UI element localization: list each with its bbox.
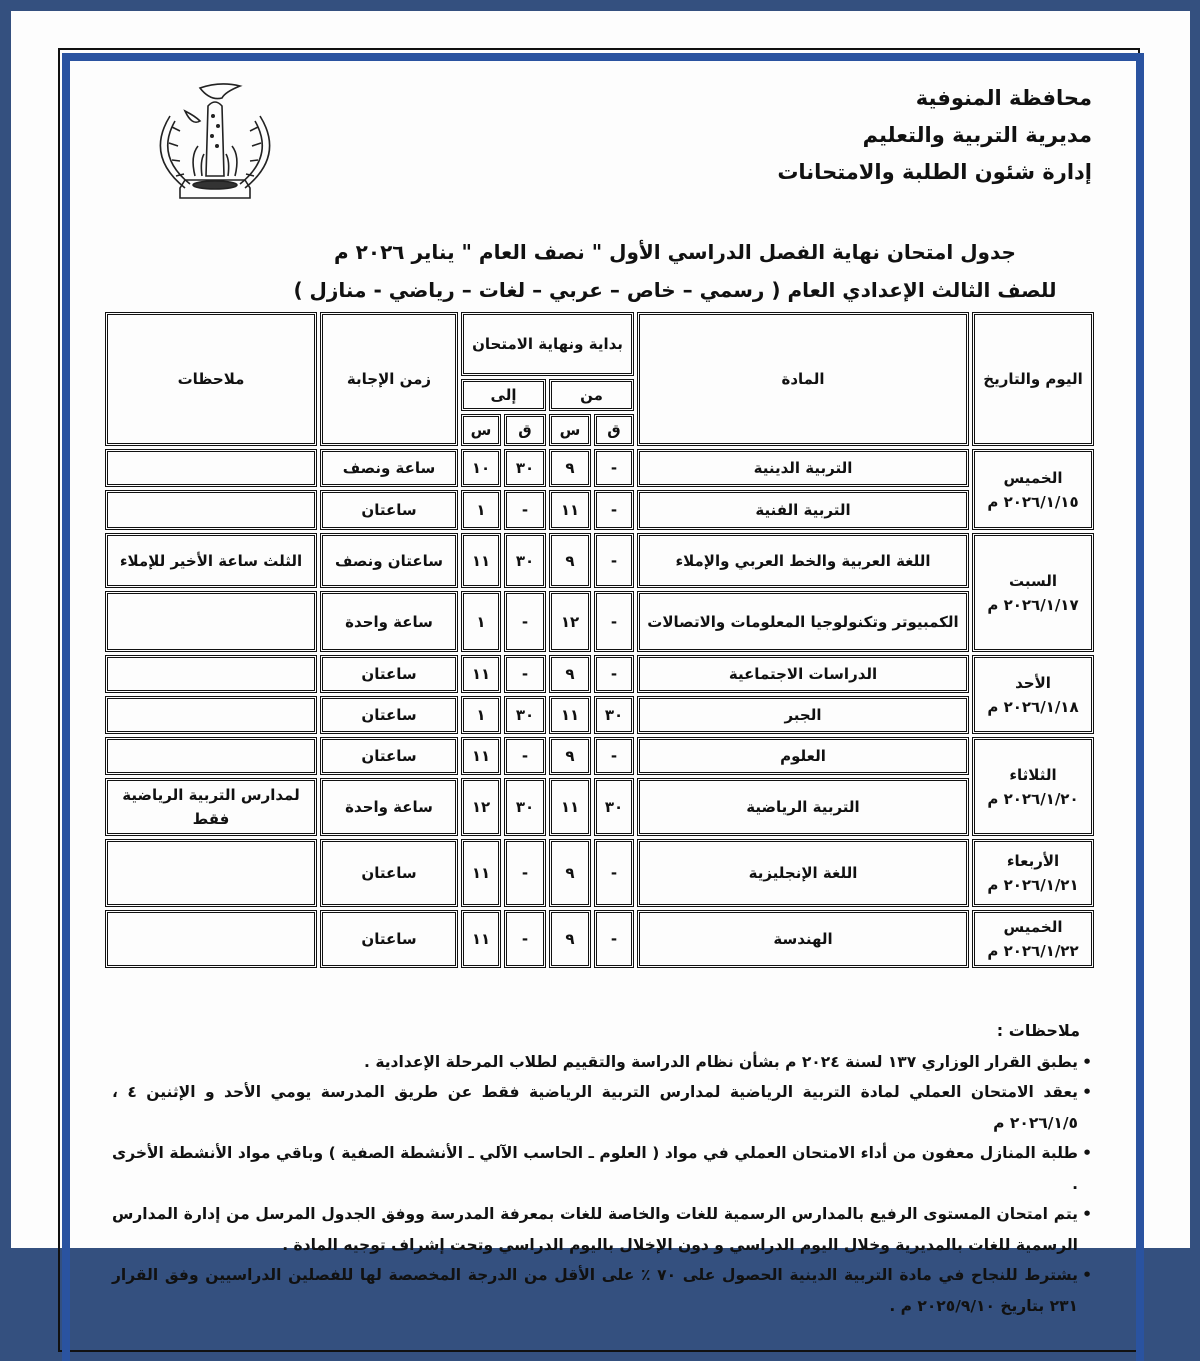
from-minute-cell: - <box>594 591 634 652</box>
note-item <box>112 1138 1092 1199</box>
notes-cell <box>105 737 317 775</box>
exam-date: ٢٠٢٦/١/٢٠ م <box>987 789 1079 808</box>
to-minute-cell: - <box>504 490 546 530</box>
day-name: الأحد <box>1015 673 1051 692</box>
header-notes: ملاحظات <box>105 312 317 446</box>
table-row <box>105 778 1094 836</box>
to-hour-cell: ١١ <box>461 533 501 588</box>
table-row <box>105 449 1094 487</box>
from-minute-cell: - <box>594 533 634 588</box>
notes-cell: الثلث ساعة الأخير للإملاء <box>105 533 317 588</box>
exam-date: ٢٠٢٦/١/١٨ م <box>987 697 1079 716</box>
from-hour-cell: ٩ <box>549 737 591 775</box>
subject-cell: التربية الرياضية <box>637 778 969 836</box>
to-hour-cell: ١ <box>461 490 501 530</box>
header-start-end: بداية ونهاية الامتحان <box>461 312 634 376</box>
from-minute-cell: ٣٠ <box>594 778 634 836</box>
duration-cell: ساعتان <box>320 910 458 968</box>
day-name: السبت <box>1008 571 1058 590</box>
header-duration: زمن الإجابة <box>320 312 458 446</box>
header-day-date: اليوم والتاريخ <box>972 312 1094 446</box>
table-row <box>105 655 1094 693</box>
notes-section <box>112 1016 1092 1321</box>
notes-cell <box>105 910 317 968</box>
note-text: يطبق القرار الوزاري ١٣٧ لسنة ٢٠٢٤ م بشأن نظام الدراسة والتقييم لطلاب المرحلة الإعدادية . <box>364 1052 1078 1071</box>
note-item <box>112 1077 1092 1138</box>
from-minute-cell: - <box>594 839 634 907</box>
day-name: الأربعاء <box>1006 852 1060 870</box>
to-minute-cell: - <box>504 591 546 652</box>
header-to: إلى <box>461 379 546 411</box>
table-row <box>105 910 1094 968</box>
from-minute-cell: - <box>594 910 634 968</box>
duration-cell: ساعتان <box>320 490 458 530</box>
bullet-icon: • <box>1082 1205 1092 1223</box>
from-hour-cell: ٩ <box>549 533 591 588</box>
duration-cell: ساعة واحدة <box>320 591 458 652</box>
note-item <box>112 1260 1092 1321</box>
duration-cell: ساعة ونصف <box>320 449 458 487</box>
header-subject: المادة <box>637 312 969 446</box>
notes-cell <box>105 490 317 530</box>
from-minute-cell: ٣٠ <box>594 696 634 734</box>
subject-cell: اللغة الإنجليزية <box>637 839 969 907</box>
from-minute-cell: - <box>594 655 634 693</box>
table-row <box>105 490 1094 530</box>
note-item <box>112 1047 1092 1078</box>
to-hour-cell: ١ <box>461 591 501 652</box>
to-minute-cell: - <box>504 737 546 775</box>
to-minute-cell: ٣٠ <box>504 778 546 836</box>
subject-cell: الدراسات الاجتماعية <box>637 655 969 693</box>
from-hour-cell: ١١ <box>549 490 591 530</box>
to-hour-cell: ١١ <box>461 839 501 907</box>
to-hour-cell: ١٠ <box>461 449 501 487</box>
to-minute-cell: - <box>504 839 546 907</box>
notes-cell <box>105 591 317 652</box>
notes-cell <box>105 839 317 907</box>
from-hour-cell: ٩ <box>549 655 591 693</box>
table-row <box>105 839 1094 907</box>
header-from-hour: س <box>549 414 591 446</box>
to-hour-cell: ١١ <box>461 910 501 968</box>
header-to-minute: ق <box>504 414 546 446</box>
exam-schedule-table <box>102 309 1097 971</box>
exam-date: ٢٠٢٦/١/٢٢ م <box>987 942 1079 960</box>
bullet-icon: • <box>1082 1144 1092 1162</box>
bullet-icon: • <box>1082 1083 1092 1101</box>
duration-cell: ساعتان <box>320 737 458 775</box>
from-hour-cell: ١١ <box>549 778 591 836</box>
note-text: يعقد الامتحان العملي لمادة التربية الرياضية لمدارس التربية الرياضية فقط عن طريق المدرسة يومي الأحد و الإثنين ٤ ، ٢٠٢٦/١/٥ م <box>112 1083 1078 1132</box>
from-minute-cell: - <box>594 449 634 487</box>
day-name: الخميس <box>1003 468 1063 487</box>
from-hour-cell: ١٢ <box>549 591 591 652</box>
to-hour-cell: ١٢ <box>461 778 501 836</box>
bullet-icon: • <box>1082 1052 1092 1071</box>
from-hour-cell: ٩ <box>549 910 591 968</box>
day-date-cell <box>972 737 1094 836</box>
duration-cell: ساعتان <box>320 655 458 693</box>
duration-cell: ساعة واحدة <box>320 778 458 836</box>
to-hour-cell: ١ <box>461 696 501 734</box>
subject-cell: العلوم <box>637 737 969 775</box>
subject-cell: التربية الفنية <box>637 490 969 530</box>
note-text: طلبة المنازل معفون من أداء الامتحان العملي في مواد ( العلوم ـ الحاسب الآلي ـ الأنشطة الصفية ) وباقي مواد الأنشطة الأخرى . <box>112 1144 1078 1193</box>
subject-cell: الكمبيوتر وتكنولوجيا المعلومات والاتصالات <box>637 591 969 652</box>
notes-heading: ملاحظات : <box>996 1021 1080 1040</box>
notes-cell: لمدارس التربية الرياضية فقط <box>105 778 317 836</box>
note-text: يشترط للنجاح في مادة التربية الدينية الحصول على ٧٠ ٪ على الأقل من الدرجة المخصصة لها للفصلين الدراسيين وفق القرار ٢٣١ بتاريخ ٢٠٢٥/٩/١٠ م . <box>112 1266 1078 1315</box>
subject-cell: الجبر <box>637 696 969 734</box>
duration-cell: ساعتان <box>320 839 458 907</box>
bullet-icon: • <box>1082 1266 1092 1284</box>
day-date-cell <box>972 655 1094 734</box>
from-hour-cell: ١١ <box>549 696 591 734</box>
schedule-subtitle: للصف الثالث الإعدادي العام ( رسمي – خاص – عربي – لغات – رياضي - منازل ) <box>293 278 1057 302</box>
header-to-hour: س <box>461 414 501 446</box>
day-date-cell <box>972 839 1094 907</box>
exam-date: ٢٠٢٦/١/١٧ م <box>987 595 1079 614</box>
table-row <box>105 591 1094 652</box>
letterhead <box>777 80 1092 191</box>
exam-date: ٢٠٢٦/١/١٥ م <box>987 492 1079 511</box>
to-minute-cell: - <box>504 910 546 968</box>
department-name: إدارة شئون الطلبة والامتحانات <box>777 160 1092 184</box>
to-hour-cell: ١١ <box>461 737 501 775</box>
day-date-cell <box>972 533 1094 652</box>
to-minute-cell: ٣٠ <box>504 696 546 734</box>
table-row <box>105 696 1094 734</box>
from-minute-cell: - <box>594 490 634 530</box>
to-minute-cell: ٣٠ <box>504 449 546 487</box>
subject-cell: التربية الدينية <box>637 449 969 487</box>
day-name: الخميس <box>1003 918 1063 936</box>
table-row <box>105 737 1094 775</box>
governorate-name: محافظة المنوفية <box>915 86 1092 110</box>
notes-cell <box>105 449 317 487</box>
subject-cell: الهندسة <box>637 910 969 968</box>
directorate-name: مديرية التربية والتعليم <box>862 123 1092 147</box>
to-minute-cell: - <box>504 655 546 693</box>
duration-cell: ساعتان <box>320 696 458 734</box>
exam-date: ٢٠٢٦/١/٢١ م <box>987 876 1079 894</box>
day-date-cell <box>972 910 1094 968</box>
note-item <box>112 1199 1092 1260</box>
notes-cell <box>105 696 317 734</box>
note-text: يتم امتحان المستوى الرفيع بالمدارس الرسمية للغات والخاصة للغات بمعرفة المدرسة ووفق الجدول المرسل من إدارة المدارس الرسمية للغات بالمديرية وخلال اليوم الدراسي و دون الإخلال باليوم الدراسي وتحت إشراف توجيه المادة . <box>112 1205 1078 1254</box>
to-minute-cell: ٣٠ <box>504 533 546 588</box>
table-row <box>105 533 1094 588</box>
notes-cell <box>105 655 317 693</box>
from-minute-cell: - <box>594 737 634 775</box>
day-name: الثلاثاء <box>1009 765 1057 784</box>
header-from: من <box>549 379 634 411</box>
header-from-minute: ق <box>594 414 634 446</box>
to-hour-cell: ١١ <box>461 655 501 693</box>
subject-cell: اللغة العربية والخط العربي والإملاء <box>637 533 969 588</box>
day-date-cell <box>972 449 1094 530</box>
governorate-emblem-icon <box>140 76 290 206</box>
duration-cell: ساعتان ونصف <box>320 533 458 588</box>
schedule-title: جدول امتحان نهاية الفصل الدراسي الأول " نصف العام " يناير ٢٠٢٦ م <box>334 240 1016 264</box>
from-hour-cell: ٩ <box>549 839 591 907</box>
from-hour-cell: ٩ <box>549 449 591 487</box>
